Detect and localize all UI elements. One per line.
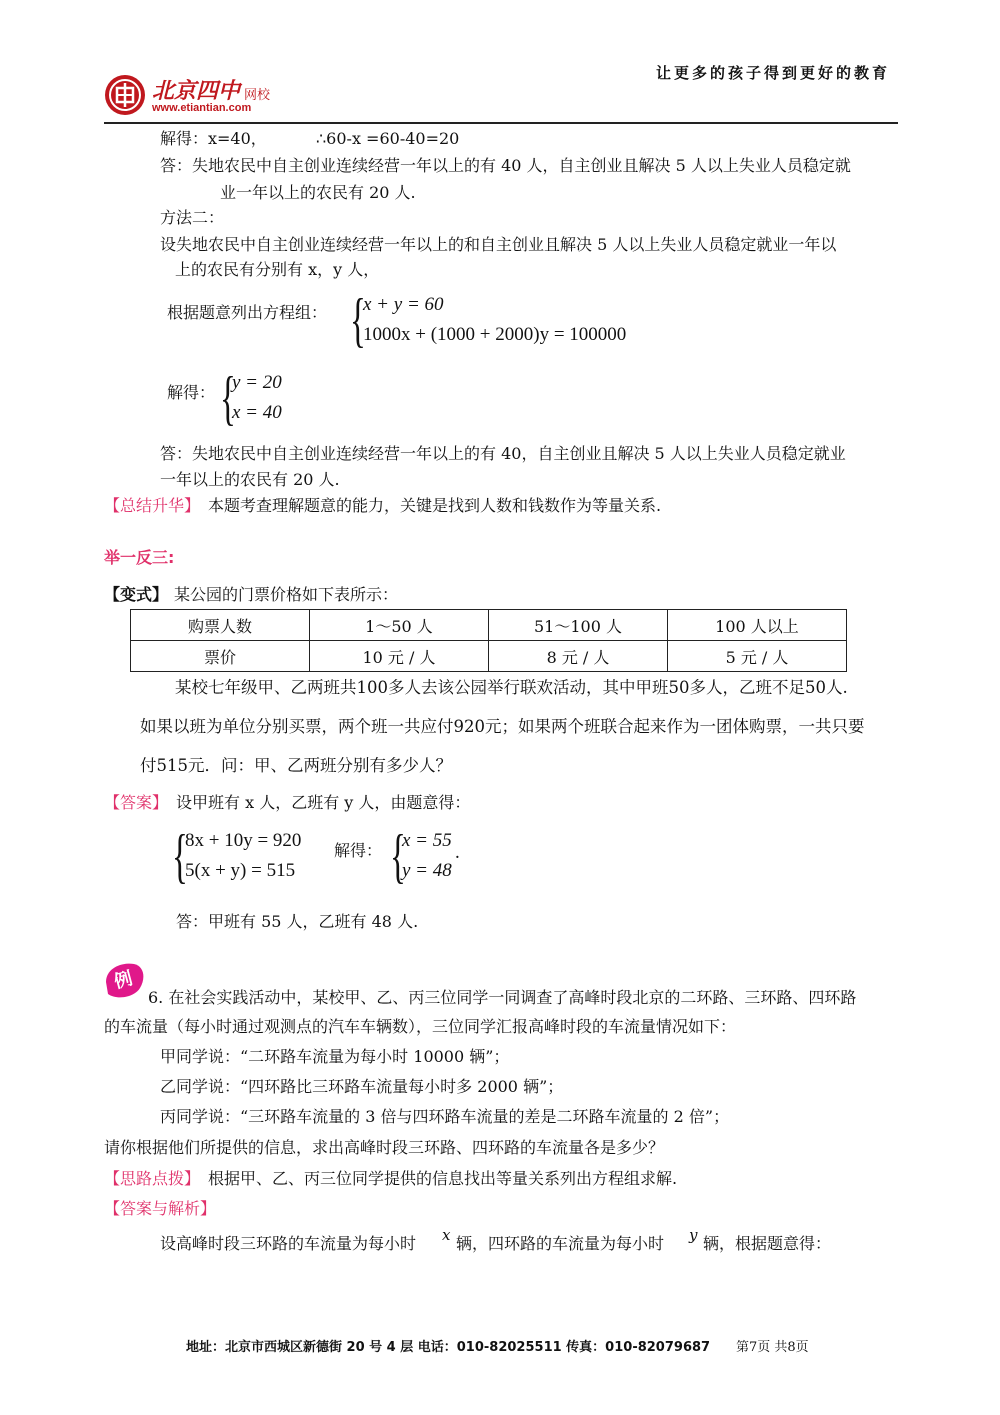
school-seal-icon [104,74,146,116]
result-x: x = 55 [402,830,452,851]
equation-intro: 根据题意列出方程组： [167,303,328,322]
table-cell: 5 元 / 人 [668,641,847,672]
line-solve-result: ∴60-x =60-40=20 [316,129,460,148]
problem-line-3: 付515元．问：甲、乙两班分别有多少人？ [140,756,452,775]
line-solve-x: 解得：x=40， [160,129,267,148]
hint-tag: 【思路点拨】 [104,1169,201,1188]
system-eq-1: 8x + 10y = 920 [185,830,302,851]
solution-x: x = 40 [232,402,282,423]
example-badge [102,960,146,1000]
answer-text: 设甲班有 x 人，乙班有 y 人，由题意得： [176,793,471,812]
table-row [131,610,847,641]
result-brace: { [390,823,406,889]
answer-tag: 【答案】 [104,793,169,812]
logo-url: www.etiantian.com [152,102,252,114]
table-cell: 票价 [131,641,310,672]
method-two-line-1: 设失地农民中自主创业连续经营一年以上的和自主创业且解决 5 人以上失业人员稳定就业一年以 [160,235,837,254]
hint-text: 根据甲、乙、丙三位同学提供的信息找出等量关系列出方程组求解. [208,1169,678,1188]
variant-text: 某公园的门票价格如下表所示： [174,585,399,604]
table-cell: 1～50 人 [310,610,489,641]
result-y: y = 48 [402,860,452,881]
example-badge-label: 例 [111,967,135,993]
solve-label-2: 解得： [334,841,383,860]
question-line-3: 甲同学说：“二环路车流量为每小时 10000 辆”； [160,1047,510,1066]
question-line-4: 乙同学说：“四环路比三环路车流量每小时多 2000 辆”； [160,1077,564,1096]
question-line-5: 丙同学说：“三环路车流量的 3 倍与四环路车流量的差是二环路车流量的 2 倍”； [160,1107,730,1126]
footer-address: 地址：北京市西城区新德街 20 号 4 层 电话：010-82025511 传真：010-82079687 [186,1340,711,1355]
equation-brace: { [350,287,366,353]
section-title: 举一反三: [104,548,175,567]
question-line-2: 的车流量（每小时通过观测点的汽车车辆数），三位同学汇报高峰时段的车流量情况如下： [104,1017,737,1036]
equation-1a: x + y = 60 [363,294,444,315]
table-row [131,641,847,672]
analysis-line-b: 辆，四环路的车流量为每小时 [456,1234,665,1253]
analysis-var-x: x [442,1226,451,1244]
answer2-line-1: 答：失地农民中自主创业连续经营一年以上的有 40，自主创业且解决 5 人以上失业人员稳定就业 [160,444,846,463]
header-divider [104,122,898,124]
answer-classes: 答：甲班有 55 人，乙班有 48 人. [176,912,419,931]
header-slogan: 让更多的孩子得到更好的教育 [656,64,891,82]
analysis-line-c: 辆，根据题意得： [703,1234,832,1253]
solution-y: y = 20 [232,372,282,393]
table-cell: 100 人以上 [668,610,847,641]
method-two-line-2: 上的农民有分别有 x，y 人， [175,260,380,279]
analysis-tag: 【答案与解析】 [104,1199,217,1218]
summary-text: 本题考查理解题意的能力，关键是找到人数和钱数作为等量关系. [208,496,662,515]
problem-line-2: 如果以班为单位分别买票，两个班一共应付920元；如果两个班联合起来作为一团体购票，一共只要 [140,717,865,736]
table-cell: 10 元 / 人 [310,641,489,672]
solution-brace: { [220,365,236,431]
variant-tag: 【变式】 [104,585,169,604]
answer-line-2: 业一年以上的农民有 20 人. [220,183,416,202]
problem-line-1: 某校七年级甲、乙两班共100多人去该公园举行联欢活动，其中甲班50多人，乙班不足50人. [175,678,848,697]
summary-tag: 【总结升华】 [104,496,201,515]
logo [104,72,279,118]
table-cell: 51～100 人 [489,610,668,641]
logo-sub: 网校 [244,88,271,103]
answer2-line-2: 一年以上的农民有 20 人. [160,470,340,489]
table-cell: 购票人数 [131,610,310,641]
question-line-1: 6. 在社会实践活动中，某校甲、乙、丙三位同学一同调查了高峰时段北京的二环路、三环路、四环路 [148,988,857,1007]
solve-label: 解得： [167,383,216,402]
system-eq-2: 5(x + y) = 515 [185,860,296,881]
analysis-var-y: y [689,1226,698,1244]
logo-name: 北京四中 [152,78,241,103]
price-table [130,609,847,672]
footer-page: 第7页 共8页 [736,1340,809,1355]
analysis-line-a: 设高峰时段三环路的车流量为每小时 [160,1234,417,1253]
answer-line-1: 答：失地农民中自主创业连续经营一年以上的有 40 人，自主创业且解决 5 人以上失业人员稳定就 [160,156,851,175]
question-line-6: 请你根据他们所提供的信息，求出高峰时段三环路、四环路的车流量各是多少？ [104,1138,665,1157]
table-cell: 8 元 / 人 [489,641,668,672]
result-period: . [455,842,460,863]
equation-1b: 1000x + (1000 + 2000)y = 100000 [363,324,627,345]
method-two-label: 方法二： [160,208,225,227]
system-brace: { [172,823,188,889]
